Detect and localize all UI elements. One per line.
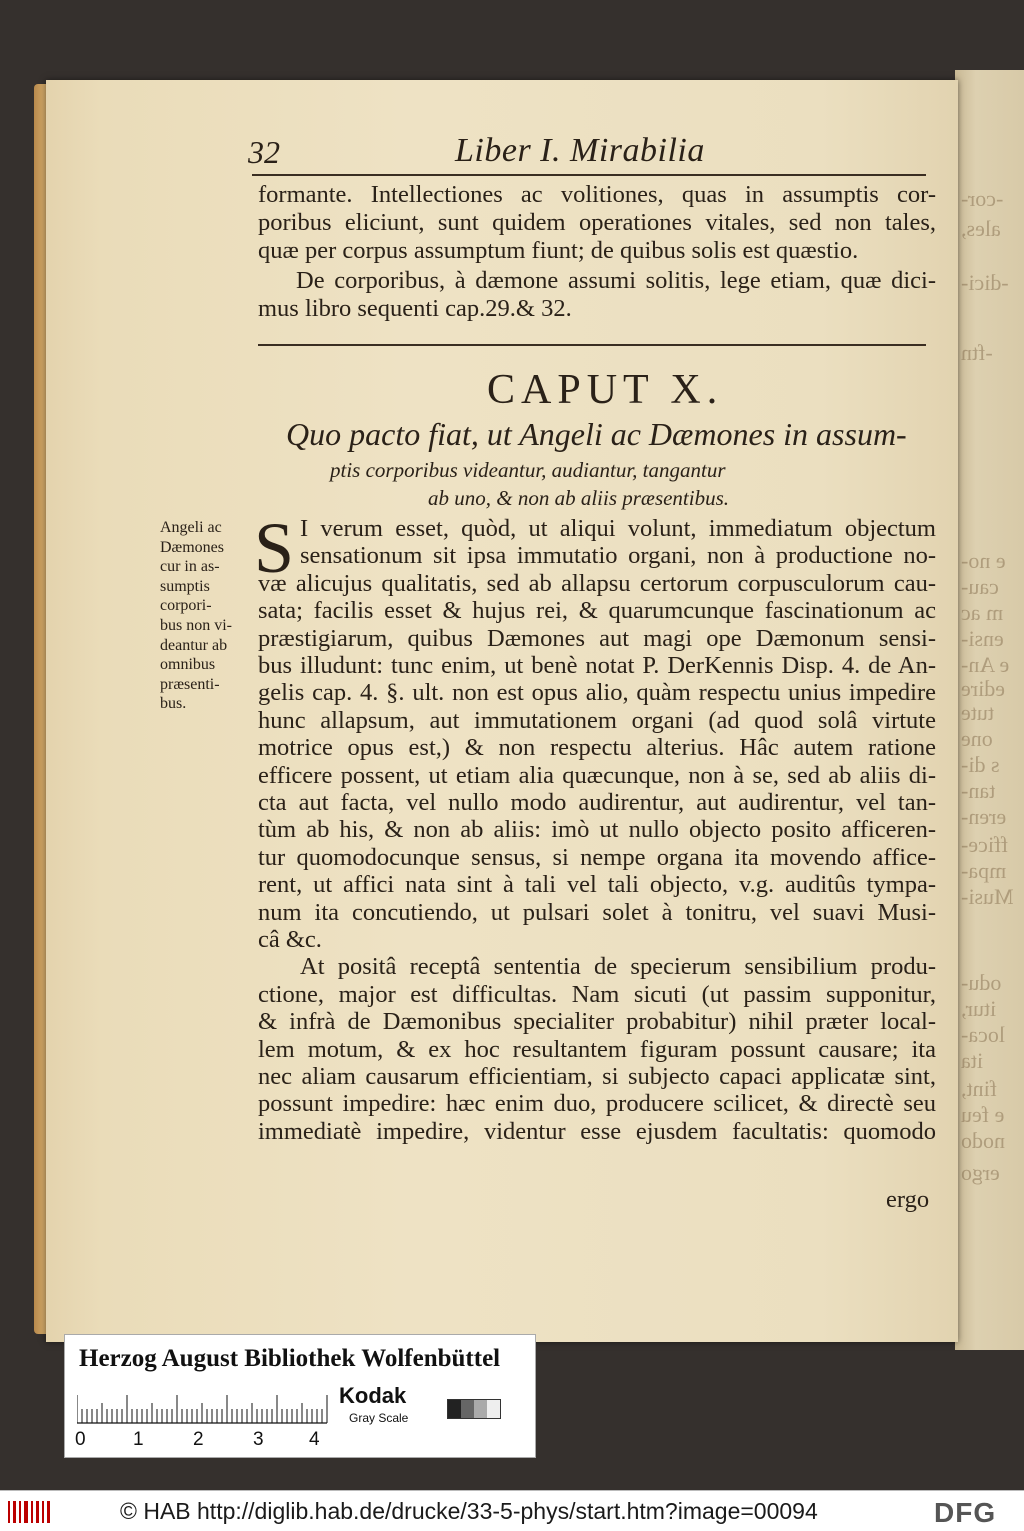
margin-note-line: bus. — [160, 695, 187, 713]
ghost-text: Musi- — [961, 884, 1014, 909]
scale-number: 4 — [309, 1429, 320, 1450]
card-title: Herzog August Bibliothek Wolfenbüttel — [79, 1345, 501, 1372]
chapter-rule — [258, 344, 926, 346]
text-line: hunc allapsum, aut immutationem organi (ad quod solâ virtute — [258, 706, 936, 734]
footer-bar — [0, 1490, 1024, 1531]
text-line: possunt impedire: hæc enim duo, producere scilicet, & directè seu — [258, 1090, 936, 1118]
text-line: formante. Intellectiones ac volitiones, quas in assumptis cor- — [258, 181, 936, 208]
page-number: 32 — [248, 134, 280, 170]
text-line: quæ per corpus assumptum fiunt; de quibus solis est quæstio. — [258, 237, 859, 264]
ghost-text: fint, — [961, 1076, 998, 1101]
text-line: bus illudunt: tunc enim, ut benè notat P. DerKennis Disp. 4. de An- — [258, 652, 936, 679]
ghost-text: loca- — [961, 1022, 1005, 1047]
text-line: tùm ab his, & non ab aliis: imò ut nullo objecto posito afficeren- — [258, 816, 936, 844]
scale-number: 0 — [75, 1429, 86, 1450]
ghost-text: eren- — [961, 804, 1007, 829]
text-line: mus libro sequenti cap.29.& 32. — [258, 295, 572, 322]
card-brand: Kodak — [339, 1383, 407, 1408]
text-line: & infrà de Dæmonibus specialiter probabitur) nihil præter local- — [258, 1008, 936, 1036]
ghost-text: ales, — [961, 216, 1001, 241]
barcode-icon — [8, 1499, 52, 1525]
margin-note-line: cur in as- — [160, 558, 220, 576]
ghost-text: -cor- — [961, 186, 1004, 211]
margin-note-line: præsenti- — [160, 675, 220, 693]
ghost-text: ffice- — [961, 832, 1009, 857]
ghost-text: cau- — [961, 574, 999, 599]
text-line: poribus eliciunt, sunt quidem operationes vitales, sed non tales, — [258, 209, 936, 236]
scale-number: 3 — [253, 1429, 264, 1450]
drop-cap: S — [254, 508, 295, 588]
margin-note-line: bus non vi- — [160, 616, 232, 634]
ghost-text: e no- — [961, 548, 1006, 573]
text-line: De corporibus, à dæmone assumi solitis, lege etiam, quæ dici- — [296, 267, 936, 294]
text-line: câ &c. — [258, 926, 322, 953]
ghost-text: one — [961, 726, 993, 751]
footer-credit[interactable]: © HAB http://diglib.hab.de/drucke/33-5-phys/start.htm?image=00094 — [120, 1498, 818, 1524]
card-subtitle: Gray Scale — [349, 1411, 409, 1425]
ghost-text: mpa- — [961, 858, 1007, 883]
ghost-text: e An- — [961, 652, 1010, 677]
margin-note-line: omnibus — [160, 656, 216, 674]
text-line: cta aut facta, vel nullo modo audirentur, aut audirentur, vel tan- — [258, 789, 936, 816]
ghost-text: nodo — [961, 1128, 1005, 1153]
gray-patches — [447, 1399, 501, 1419]
text-line: gelis cap. 4. §. ult. non est opus alio, quàm respectu unius impedire — [258, 679, 936, 707]
text-line: præstigiarum, quibus Dæmones aut magi ope Dæmonum sensi- — [258, 624, 936, 652]
margin-note-line: deantur ab — [160, 636, 228, 654]
ghost-text: itur, — [961, 996, 997, 1021]
text-line: immediatè impedire, videntur esse ejusdem facultatis: quomodo — [258, 1117, 936, 1145]
catchword: ergo — [886, 1186, 930, 1213]
text-line: efficere possent, ut etiam alia quæcunque, non à se, sed ab aliis di- — [258, 761, 936, 789]
chapter-subtitle-line: Quo pacto fiat, ut Angeli ac Dæmones in assum- — [286, 416, 907, 452]
scale-number: 2 — [193, 1429, 204, 1450]
text-line: I verum esset, quòd, ut aliqui volunt, immediatum objectum — [300, 515, 936, 542]
chapter-heading: CAPUT X. — [487, 367, 724, 413]
text-line: sata; facilis esset & hujus rei, & quarumcunque fascinationum ac — [258, 597, 936, 625]
ghost-text: tute — [961, 700, 994, 725]
running-title: Liber I. Mirabilia — [455, 132, 705, 169]
margin-note-line: Dæmones — [160, 538, 224, 556]
text-line: tur quomodocunque sensus, si nempe organa ita movendo affice- — [258, 843, 936, 871]
ghost-text: -dici- — [961, 270, 1009, 295]
dfg-logo: DFG — [934, 1497, 997, 1528]
text-line: At positâ receptâ sententia de specierum sensibilium produ- — [300, 953, 936, 981]
text-line: lem motum, & ex hoc resultantem figuram possunt causare; ita — [258, 1035, 936, 1063]
ghost-text: ensi- — [961, 626, 1004, 651]
ruler-scale — [77, 1387, 377, 1427]
chapter-subtitle-line: ptis corporibus videantur, audiantur, tangantur — [330, 458, 726, 482]
text-line: rent, ut affici nata sint à tali vel tali objecto, v.g. auditûs tympa- — [258, 871, 936, 899]
facing-page-edge — [955, 70, 1024, 1350]
ghost-text: ita — [961, 1048, 983, 1073]
chapter-subtitle-line: ab uno, & non ab aliis præsentibus. — [428, 486, 730, 510]
text-line: num ita concutiendo, ut pulsari solet à tonitru, vel suavi Musi- — [258, 898, 936, 926]
ghost-text: s di- — [961, 752, 1000, 777]
text-line: sensationum sit ipsa immutatio organi, non à productione no- — [300, 542, 936, 570]
ghost-text: ergo — [961, 1160, 1000, 1185]
color-calibration-card — [64, 1334, 536, 1458]
ghost-text: e feu — [961, 1102, 1005, 1127]
text-line: ctione, major est difficultas. Nam sicuti (ut passim supponitur, — [258, 980, 936, 1008]
ghost-text: odu- — [961, 970, 1002, 995]
ghost-text: edire — [961, 676, 1005, 701]
ghost-text: m ac — [961, 600, 1004, 625]
margin-note-line: sumptis — [160, 577, 210, 595]
text-line: nec aliam causarum efficientiam, si subjecto capaci applicatæ sint, — [258, 1063, 936, 1090]
header-rule — [252, 174, 926, 176]
ghost-text: tan- — [961, 778, 996, 803]
text-line: væ alicujus qualitatis, sed ab allapsu certorum corpusculorum cau- — [258, 569, 936, 597]
margin-note-line: Angeli ac — [160, 519, 222, 536]
text-line: motrice opus est,) & non respectu alterius. Hâc autem ratione — [258, 734, 936, 762]
margin-note-line: corpori- — [160, 597, 212, 615]
scale-number: 1 — [133, 1429, 144, 1450]
margin-note — [160, 518, 250, 714]
ghost-text: -ftn — [961, 340, 993, 365]
